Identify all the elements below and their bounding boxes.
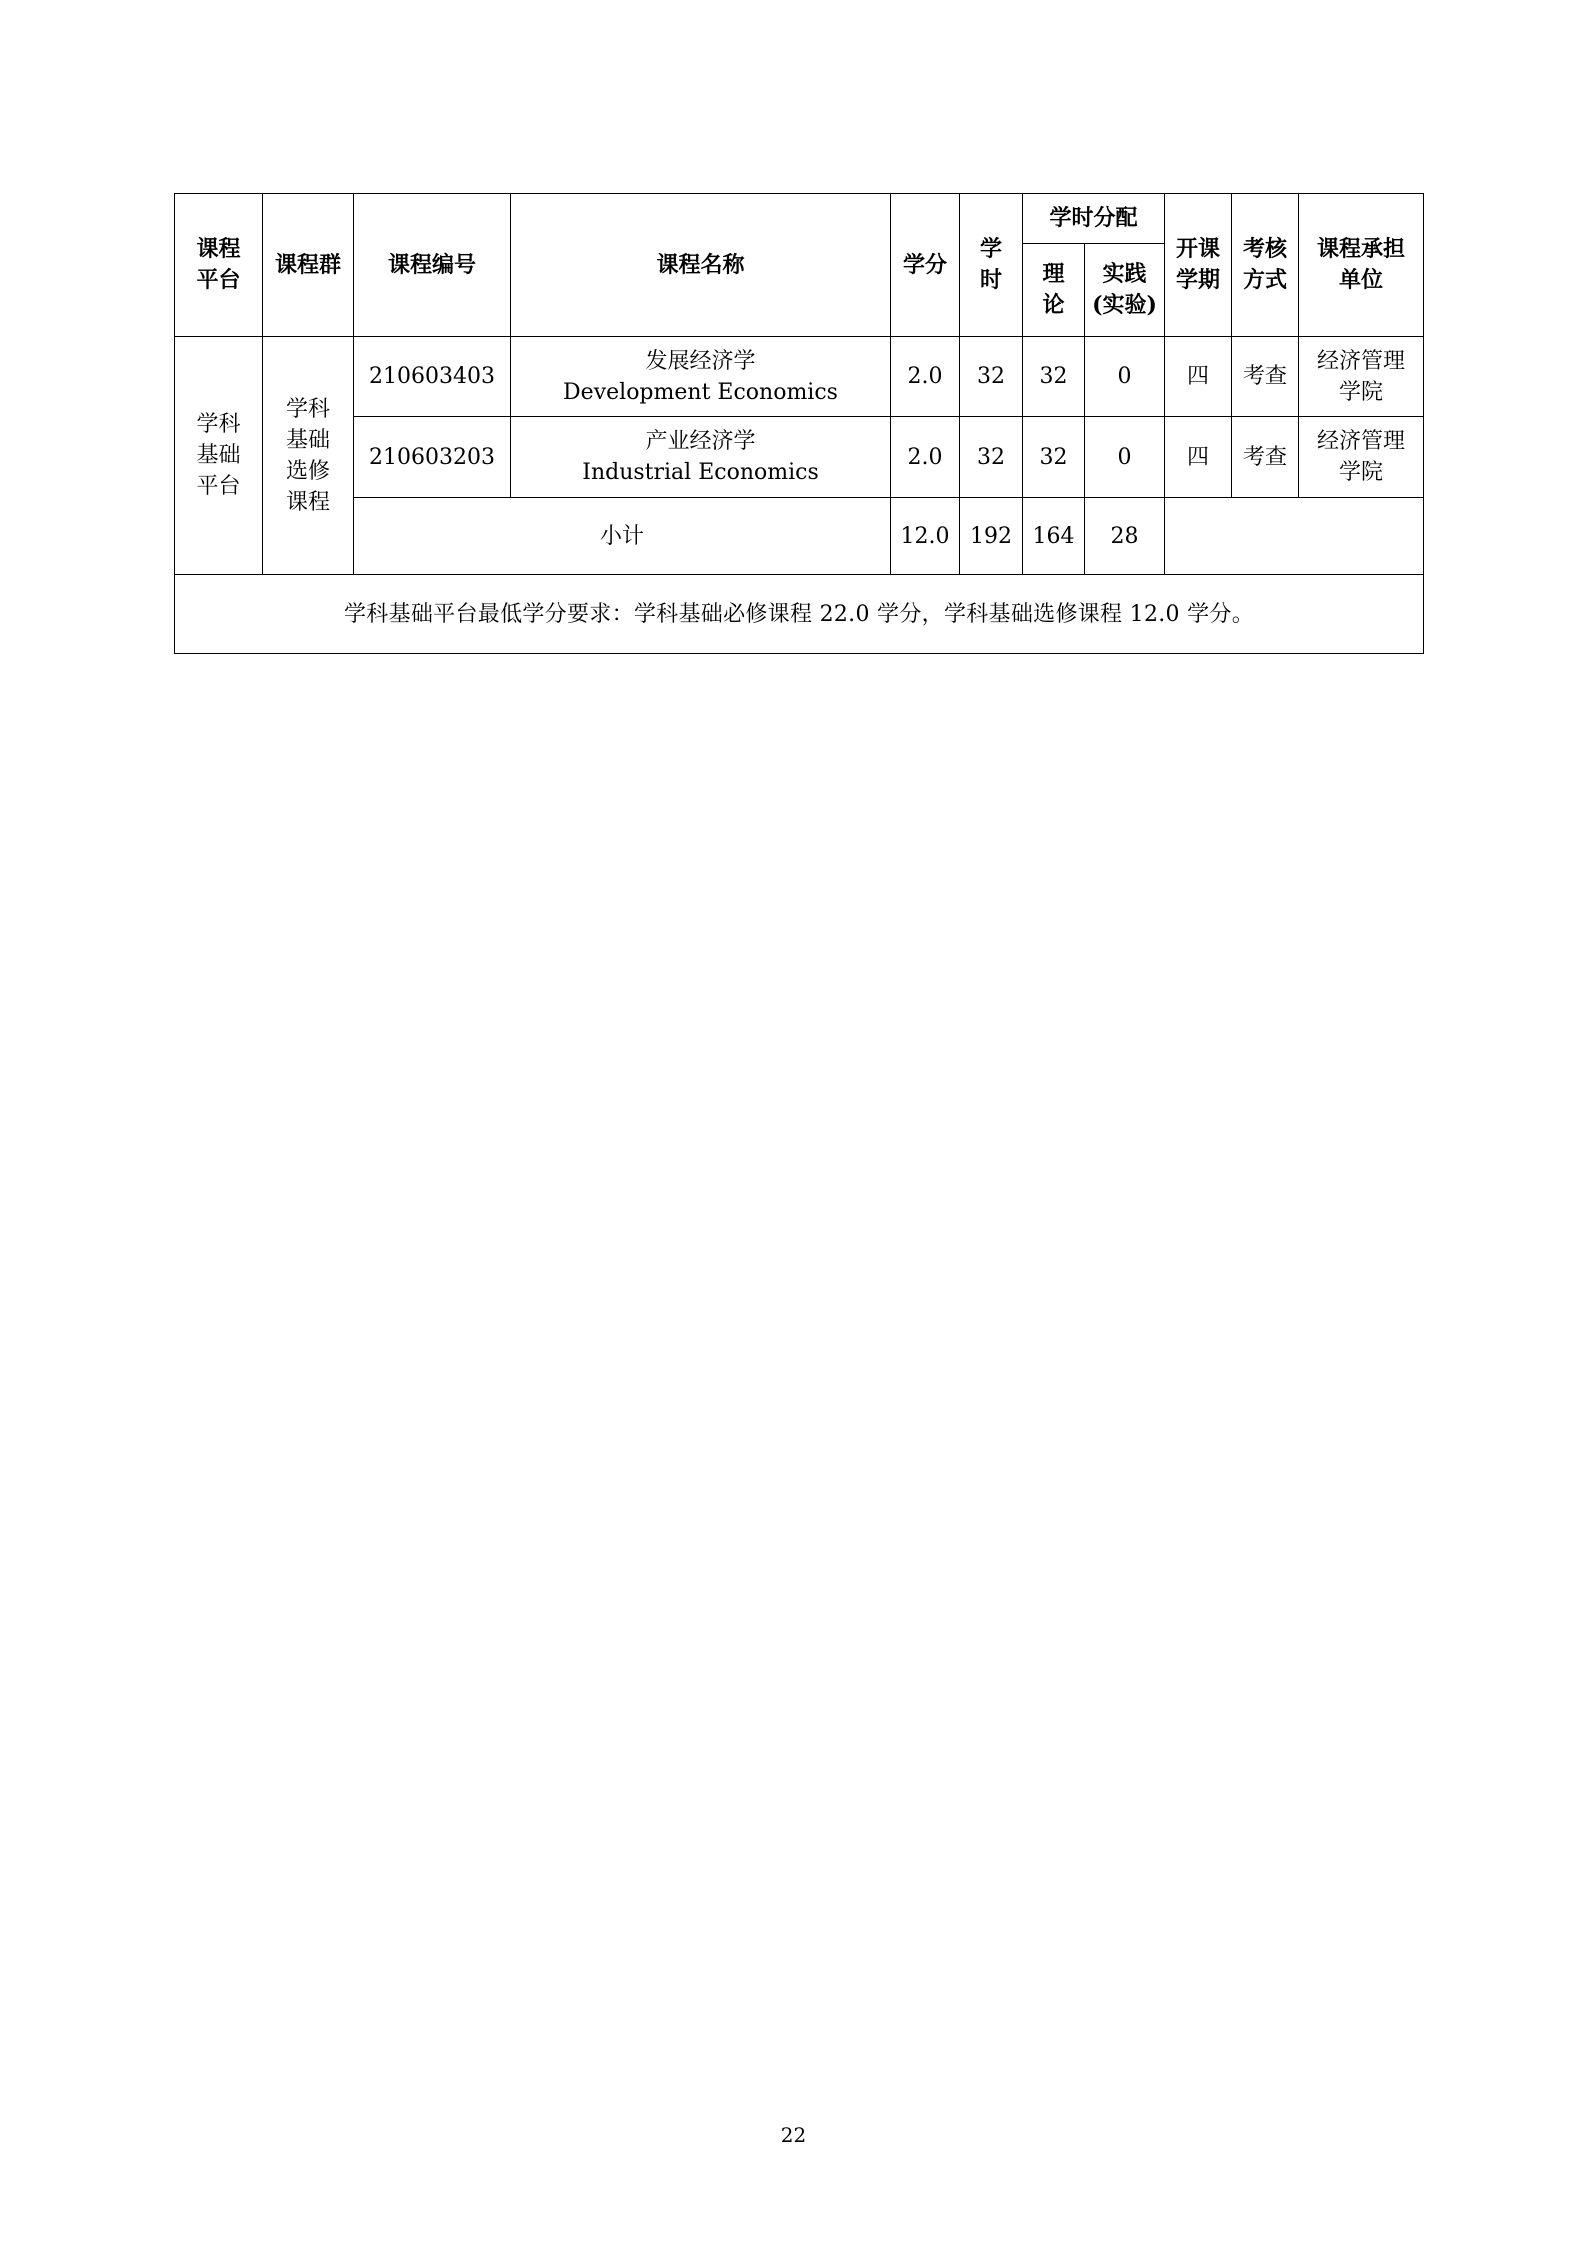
course-hours: 32: [960, 417, 1023, 498]
course-semester: 四: [1165, 417, 1232, 498]
header-code: 课程编号: [354, 194, 511, 337]
header-practice: 实践 (实验): [1085, 244, 1165, 337]
subtotal-hours: 192: [960, 498, 1023, 575]
course-name-zh: 产业经济学: [645, 429, 756, 454]
course-theory: 32: [1023, 337, 1085, 417]
course-assessment: 考查: [1232, 417, 1299, 498]
subtotal-theory: 164: [1023, 498, 1085, 575]
course-hours: 32: [960, 337, 1023, 417]
header-name: 课程名称: [511, 194, 891, 337]
course-credit: 2.0: [891, 337, 960, 417]
page-number: 22: [780, 2123, 807, 2147]
course-assessment: 考查: [1232, 337, 1299, 417]
course-practice: 0: [1085, 417, 1165, 498]
header-hours-distribution: 学时分配: [1023, 194, 1165, 244]
course-name-zh: 发展经济学: [645, 348, 756, 374]
credit-requirement-text: 学科基础平台最低学分要求：学科基础必修课程 22.0 学分，学科基础选修课程 12.0 学分。: [343, 601, 1255, 627]
header-row-top: [175, 194, 1424, 244]
course-code: 210603203: [354, 417, 511, 498]
header-assessment: 考核 方式: [1232, 194, 1299, 337]
course-name-en: Industrial Economics: [582, 460, 819, 485]
course-semester: 四: [1165, 337, 1232, 417]
course-credit: 2.0: [891, 417, 960, 498]
header-theory: 理 论: [1023, 244, 1085, 337]
subtotal-empty: [1165, 498, 1424, 575]
note-row: [175, 575, 1424, 654]
credit-requirement-note: [175, 575, 1424, 654]
header-group: 课程群: [263, 194, 354, 337]
course-code: 210603403: [354, 337, 511, 417]
header-hours: 学 时: [960, 194, 1023, 337]
platform-cell: 学科 基础 平台: [175, 337, 263, 575]
course-table: [174, 193, 1424, 654]
header-credit: 学分: [891, 194, 960, 337]
course-name: [511, 337, 891, 417]
table-row: [175, 417, 1424, 498]
course-name: [511, 417, 891, 498]
subtotal-credit: 12.0: [891, 498, 960, 575]
subtotal-practice: 28: [1085, 498, 1165, 575]
header-platform: 课程 平台: [175, 194, 263, 337]
table-row: [175, 337, 1424, 417]
group-cell: 学科 基础 选修 课程: [263, 337, 354, 575]
course-unit: 经济管理 学院: [1299, 417, 1424, 498]
course-name-en: Development Economics: [563, 379, 838, 405]
course-practice: 0: [1085, 337, 1165, 417]
header-semester: 开课 学期: [1165, 194, 1232, 337]
subtotal-label: 小计: [354, 498, 891, 575]
subtotal-row: [175, 498, 1424, 575]
course-unit: 经济管理 学院: [1299, 337, 1424, 417]
header-unit: 课程承担 单位: [1299, 194, 1424, 337]
course-theory: 32: [1023, 417, 1085, 498]
